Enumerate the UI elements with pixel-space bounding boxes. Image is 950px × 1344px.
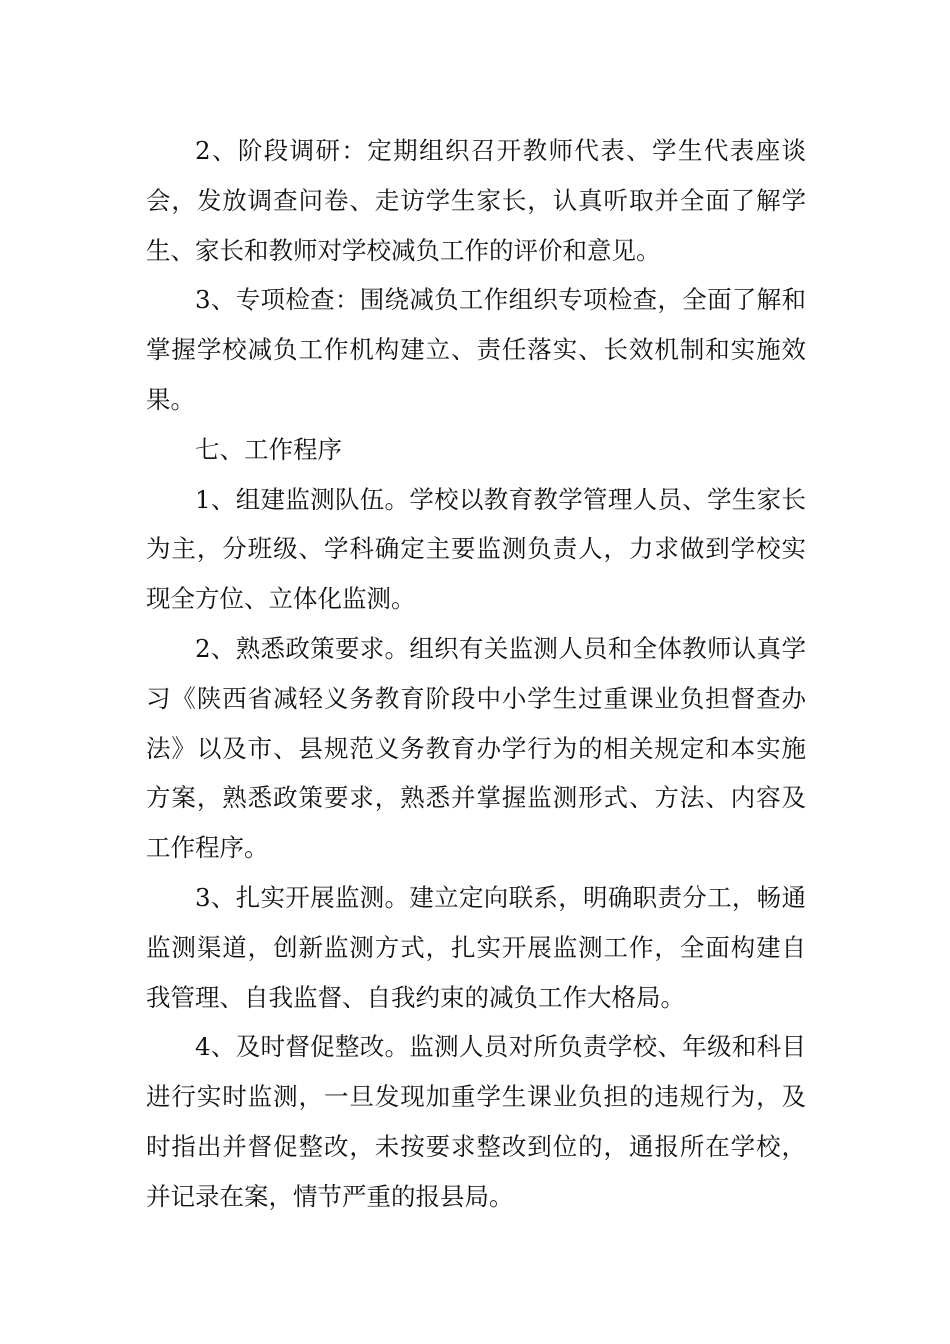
paragraph-carry-out-monitoring: 3、扎实开展监测。建立定向联系，明确职责分工，畅通监测渠道，创新监测方式，扎实开展监测工作，全面构建自我管理、自我监督、自我约束的减负工作大格局。 — [146, 882, 806, 1012]
paragraph-rectification: 4、及时督促整改。监测人员对所负责学校、年级和科目进行实时监测，一旦发现加重学生课业负担的违规行为，及时指出并督促整改，未按要求整改到位的，通报所在学校，并记录在案，情节严重的报县局。 — [146, 1032, 806, 1211]
paragraph-policy-requirements: 2、熟悉政策要求。组织有关监测人员和全体教师认真学习《陕西省减轻义务教育阶段中小学生过重课业负担督查办法》以及市、县规范义务教育办学行为的相关规定和本实施方案，熟悉政策要求，熟悉并掌握监测形式、方法、内容及工作程序。 — [146, 633, 806, 863]
paragraph-stage-research: 2、阶段调研：定期组织召开教师代表、学生代表座谈会，发放调查问卷、走访学生家长，认真听取并全面了解学生、家长和教师对学校减负工作的评价和意见。 — [146, 136, 806, 265]
paragraph-build-team: 1、组建监测队伍。学校以教育教学管理人员、学生家长为主，分班级、学科确定主要监测负责人，力求做到学校实现全方位、立体化监测。 — [146, 484, 806, 614]
document-page — [146, 126, 806, 1222]
section-heading-work-procedure: 七、工作程序 — [195, 434, 342, 464]
paragraph-special-inspection: 3、专项检查：围绕减负工作组织专项检查，全面了解和掌握学校减负工作机构建立、责任落实、长效机制和实施效果。 — [146, 285, 806, 414]
